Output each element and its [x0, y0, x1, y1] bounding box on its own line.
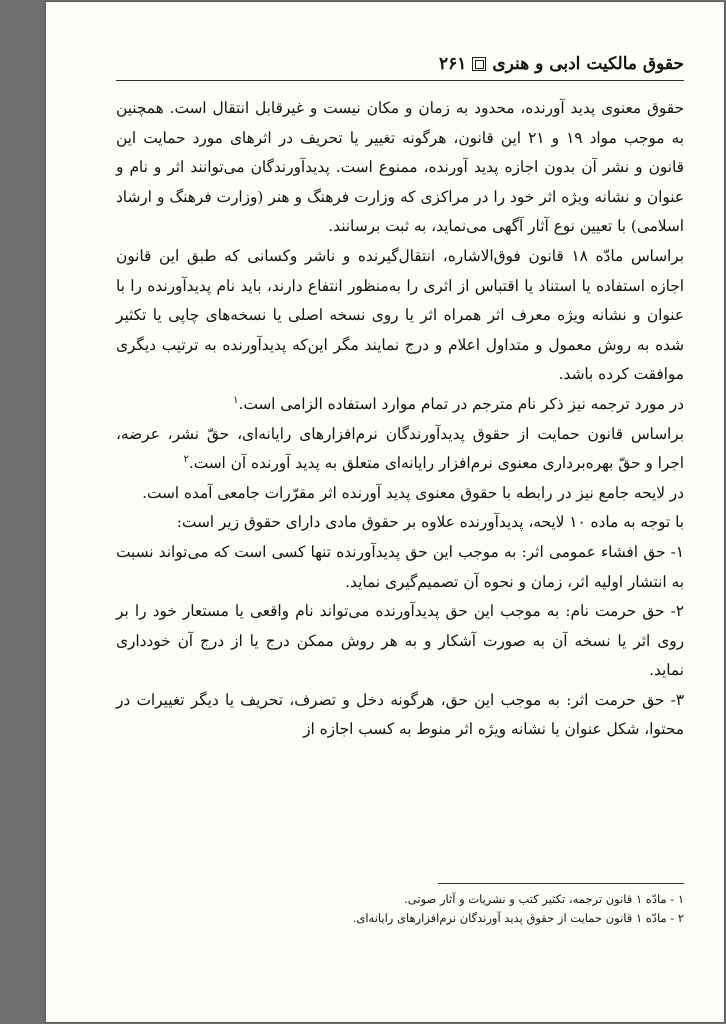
footnote: ۲ - مادّه ۱ قانون حمایت از حقوق پدید آورندگان نرم‌افزارهای رایانه‌ای. [352, 911, 684, 925]
header-title: حقوق مالکیت ادبی و هنری [492, 54, 684, 74]
header-rule [116, 80, 684, 81]
paragraph: با توجه به ماده ۱۰ لایحه، پدیدآورنده علاوه بر حقوق مادی دارای حقوق زیر است: [176, 513, 684, 532]
footnote-rule [438, 883, 684, 884]
list-item: ۳- حق حرمت اثر: به موجب این حق، هرگونه دخل و تصرف، تحریف یا دیگر تغییرات در محتوا، شکل عنوان یا نشانه ویژه اثر منوط به کسب اجازه از [116, 690, 684, 739]
footnote: ۱ - مادّه ۱ قانون ترجمه، تکثیر کتب و نشریات و آثار صوتی. [404, 892, 684, 906]
list-item: ۲- حق حرمت نام: به موجب این حق پدیدآورنده می‌تواند نام واقعی یا مستعار خود را بر روی اثر یا نسخه آن به صورت آشکار و به هر روش ممکن درج یا از درج آن خودداری نماید. [116, 602, 684, 680]
book-page [46, 2, 724, 1022]
paragraph: براساس قانون حمایت از حقوق پدیدآورندگان نرم‌افزارهای رایانه‌ای، حقّ نشر، عرضه، اجرا و حقّ بهره‌برداری معنوی نرم‌افزار رایانه‌ای متعلق به پدید آورنده آن است.$^۲$ [116, 424, 684, 473]
footnote-ref: ۱ [233, 394, 239, 406]
footnote-ref: ۲ [183, 454, 189, 466]
list-item: ۱- حق افشاء عمومی اثر: به موجب این حق پدیدآورنده تنها کسی است که می‌تواند نسبت به انتشار اولیه اثر، زمان و نحوه آن تصمیم‌گیری نماید. [116, 542, 684, 591]
paragraph: در مورد ترجمه نیز ذکر نام مترجم در تمام موارد استفاده الزامی است.$^۱$ [233, 394, 684, 413]
page-number: ۲۶۱ [438, 54, 467, 74]
body-text [116, 94, 684, 745]
running-header [116, 54, 684, 74]
paragraph: حقوق معنوی پدید آورنده، محدود به زمان و مکان نیست و غیرقابل انتقال است. همچنین به موجب مواد ۱۹ و ۲۱ این قانون، هرگونه تغییر یا تحریف در اثرهای مورد حمایت این قانون و نشر آن بدون اجازه پدید آورنده، ممنوع است. پدیدآورندگان می‌توانند اثر و نام و عنوان و نشانه ویژه اثر خود را در مراکزی که وزارت فرهنگ و هنر (وزارت فرهنگ و ارشاد اسلامی) با تعیین نوع آثار آگهی می‌نماید، به ثبت برسانند. [116, 99, 684, 236]
paragraph: در لایحه جامع نیز در رابطه با حقوق معنوی پدید آورنده اثر مقرّرات جامعی آمده است. [142, 483, 684, 502]
footnotes [116, 890, 684, 928]
paragraph: براساس مادّه ۱۸ قانون فوق‌الاشاره، انتقال‌گیرنده و ناشر وکسانی که طبق این قانون اجازه استفاده یا استناد یا اقتباس از اثری را به‌منظور انتفاع دارند، باید نام پدیدآورنده را با عنوان و نشانه ویژه معرف اثر همراه اثر یا روی نسخه اصلی یا نسخه‌های چاپی یا تکثیر شده به روش معمول و متداول اعلام و درج نمایند مگر این‌که پدیدآورنده به ترتیب دیگری موافقت کرده باشد. [116, 246, 684, 384]
square-ornament-icon [472, 57, 486, 71]
